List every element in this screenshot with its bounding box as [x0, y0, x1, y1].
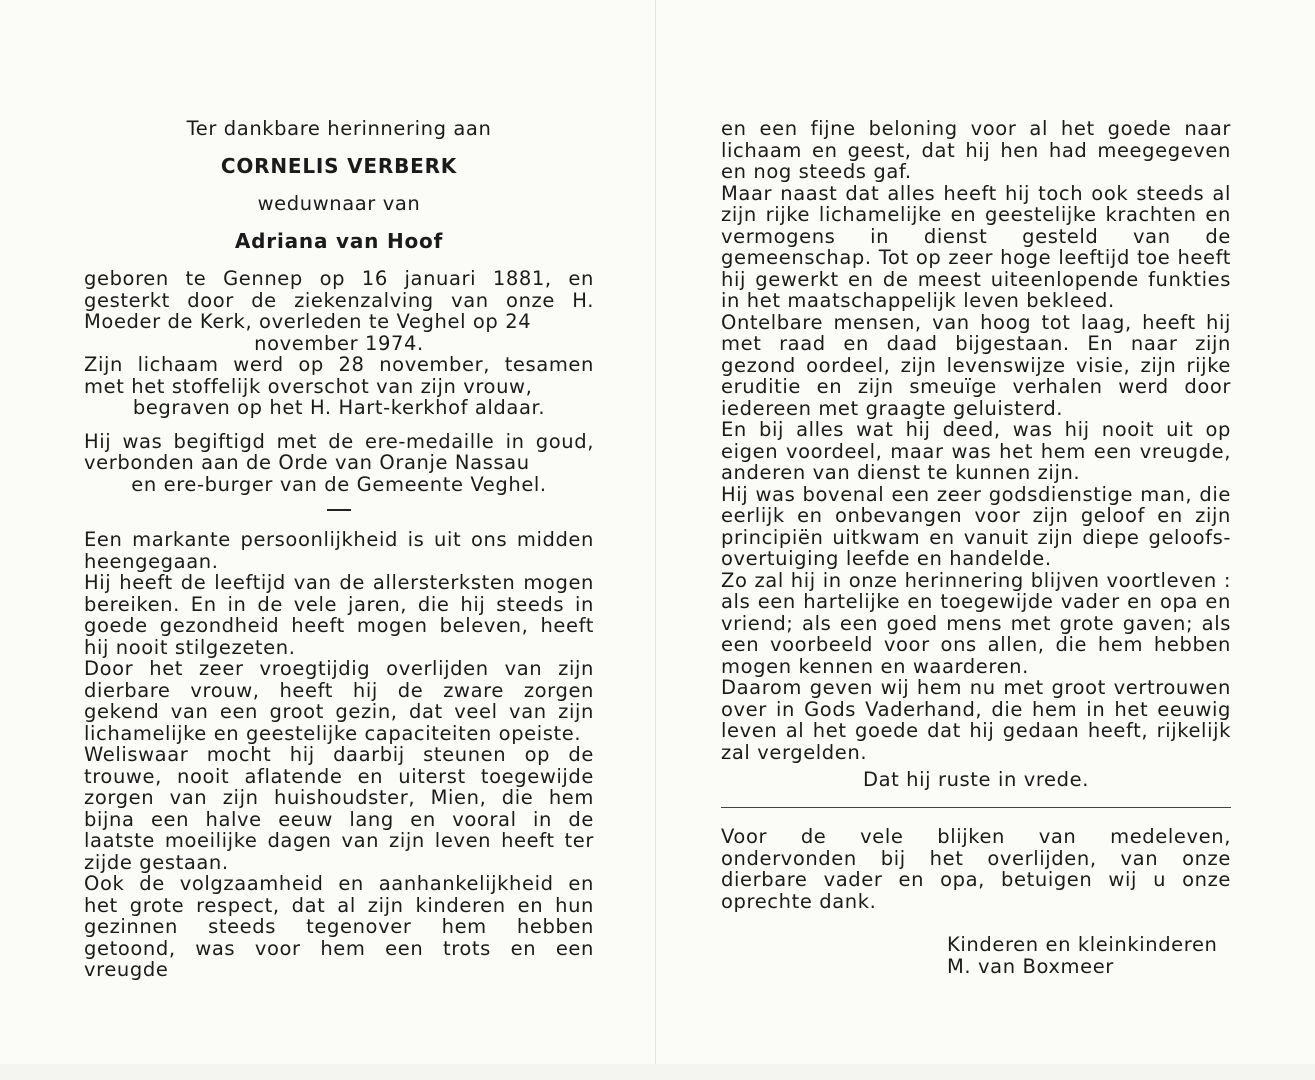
card-bottom-edge [0, 1064, 1315, 1080]
birth-text-end: november 1974. [254, 331, 424, 355]
spouse-name: Adriana van Hoof [234, 228, 444, 253]
card-fold [655, 0, 656, 1080]
relation-line: weduwnaar van [257, 192, 421, 215]
left-paragraph: Door het zeer vroegtijdig overlijden van zijn dierbare vrouw, heeft hij de zware zorgen gekend van een groot gezin, dat veel van zijn lichamelijke en geestelijke capaciteiten opeiste. [84, 657, 594, 745]
right-paragraph: Maar naast dat alles heeft hij toch ook steeds al zijn rijke lichamelijke en geestelijke krachten en vermogens in dienst gesteld van de gemeenschap. Tot op zeer hoge leeftijd toe heeft hij gewerkt en de meest uiteenlopende funkties in het maatschappelijk leven bekleed. [721, 181, 1231, 312]
rest-in-peace: Dat hij ruste in vrede. [862, 768, 1090, 791]
right-paragraph: Zo zal hij in onze herinnering blijven voortleven : als een hartelijke en toegewijde vader en opa en vriend; als een goed mens met grote gaven; als een voorbeeld voor ons allen, die hem hebben mogen kennen en waarderen. [721, 568, 1231, 678]
left-page [84, 118, 594, 981]
left-paragraph: Weliswaar mocht hij daarbij steunen op de trouwe, nooit aflatende en uiterst toegewijde zorgen van zijn huishoudster, Mien, die hem bijna een halve eeuw lang en vooral in de laatste moeilijke dagen van zijn leven heeft ter zijde gestaan. [84, 743, 594, 874]
deceased-name: CORNELIS VERBERK [220, 153, 458, 178]
separator-dash [327, 509, 351, 511]
right-paragraph: Hij was bovenal een zeer godsdienstige man, die eerlijk en onbevangen voor zijn geloof en zijn principiën uitkwam en vanuit zijn diepe geloofs-overtuiging leefde en handelde. [721, 482, 1231, 570]
horizontal-rule [721, 807, 1231, 809]
left-paragraph: Hij heeft de leeftijd van de allersterksten mogen bereiken. En in de vele jaren, die hij steeds in goede gezondheid heeft mogen beleven, heeft hij nooit stilgezeten. [84, 571, 594, 659]
signature-line-1: Kinderen en kleinkinderen [947, 933, 1218, 956]
signature-line-2: M. van Boxmeer [947, 954, 1114, 978]
thanks-text: Voor de vele blijken van medeleven, ondervonden bij het overlijden, van onze dierbare vader en opa, betuigen wij u onze oprechte dank. [721, 825, 1231, 913]
birth-text: geboren te Gennep op 16 januari 1881, en gesterkt door de ziekenzalving van onze H. Moeder de Kerk, overleden te Veghel op 24 [84, 267, 594, 333]
right-paragraph: en een fijne beloning voor al het goede naar lichaam en geest, dat hij hen had meegegeven en nog steeds gaf. [721, 117, 1231, 183]
burial-text: Zijn lichaam werd op 28 november, tesamen met het stoffelijk overschot van zijn vrouw, [84, 353, 594, 398]
right-paragraph: En bij alles wat hij deed, was hij nooit uit op eigen voordeel, maar was het hem een vreugde, anderen van dienst te kunnen zijn. [721, 418, 1231, 484]
honours-text: Hij was begiftigd met de ere-medaille in goud, verbonden aan de Orde van Oranje Nassau [84, 429, 594, 474]
left-paragraph: Ook de volgzaamheid en aanhankelijkheid en het grote respect, dat al zijn kinderen en hun gezinnen steeds tegenover hem hebben getoond, was voor hem een trots en een vreugde [84, 872, 594, 981]
burial-text-end: begraven op het H. Hart-kerkhof aldaar. [132, 396, 546, 419]
right-page [721, 118, 1231, 977]
right-paragraph: Daarom geven wij hem nu met groot vertrouwen over in Gods Vaderhand, die hem in het eeuwig leven al het goede dat hij gedaan heeft, rijkelijk zal vergelden. [721, 676, 1231, 764]
right-paragraph: Ontelbare mensen, van hoog tot laag, heeft hij met raad en daad bijgestaan. En naar zijn gezond oordeel, zijn levenswijze visie, zijn rijke eruditie en zijn smeuïge verhalen werd door iedereen met graagte geluisterd. [721, 310, 1231, 420]
intro-line: Ter dankbare herinnering aan [186, 117, 492, 140]
left-paragraph: Een markante persoonlijkheid is uit ons midden heengegaan. [84, 528, 594, 573]
honours-text-end: en ere-burger van de Gemeente Veghel. [131, 472, 547, 496]
